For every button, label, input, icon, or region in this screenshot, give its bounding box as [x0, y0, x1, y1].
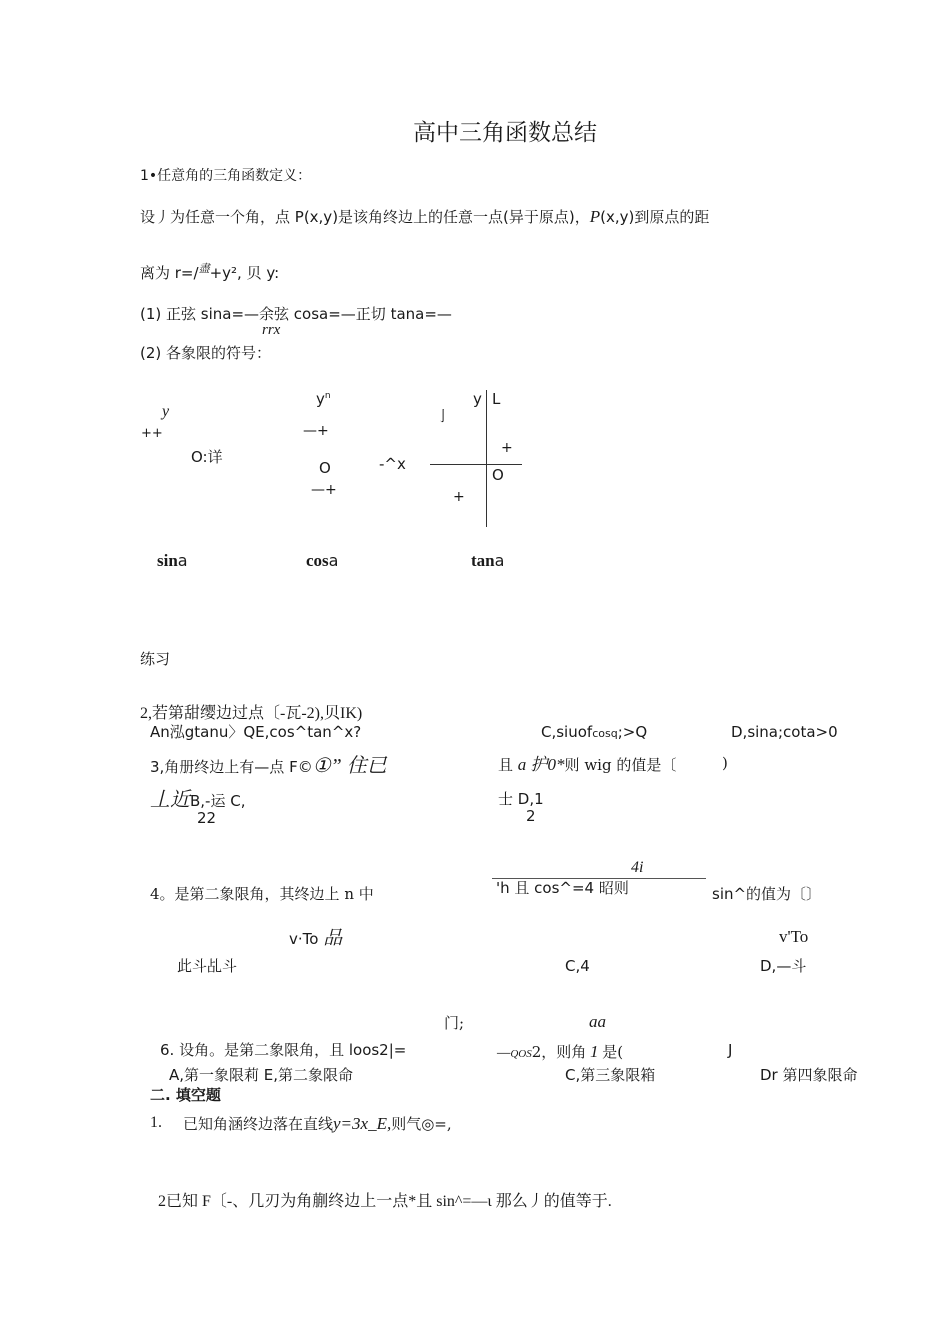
q4-v1-italic: 品 [323, 928, 343, 949]
fill-blank-heading: 二. 填空题 [150, 1086, 221, 1104]
tan-label-bold: tan [471, 551, 495, 570]
q6-mid-dash: — [497, 1045, 511, 1061]
definition-line-2-text: 离为 r=/ [140, 264, 199, 282]
q3-opt1-text: B,-运 C, [190, 792, 246, 810]
cos-diagram-origin: O [319, 459, 331, 477]
sin-label-alpha: a [177, 551, 188, 570]
sin-diagram-signs: ++ [141, 426, 163, 441]
cos-y-sup: n [324, 391, 331, 401]
q2-c-small: cosq [592, 727, 618, 740]
tan-diagram-y-axis [486, 390, 487, 527]
fill-question-2: 2已知 F〔-、几刃为角蒯终边上一点*且 sin^=—ι 那么丿的值等于. [158, 1193, 612, 1210]
question-2: 2,若第甜缨边过点〔-瓦-2),贝IK) [140, 705, 363, 722]
page-title: 高中三角函数总结 [413, 120, 597, 146]
q6-mid-tail: 是( [602, 1043, 624, 1061]
q6-mid-small: QOS [510, 1048, 532, 1060]
question-6-paren: J [728, 1041, 733, 1059]
question-4-value-2: v'To [779, 927, 809, 946]
question-4-value-1 [289, 929, 342, 948]
question-4: 4。是第二象限角，其终边上 n 中 [150, 885, 374, 903]
question-3-options-ab [150, 790, 245, 810]
q2-c-text: C,siuof [541, 723, 593, 741]
question-3-paren: ) [722, 754, 728, 772]
point-p-symbol: P [589, 207, 601, 226]
definition-line-2 [140, 264, 279, 281]
question-4-tail: sin^的值为〔〕 [712, 885, 822, 903]
quadrant-signs-heading: (2) 各象限的符号： [140, 344, 272, 362]
fill-q1-tail: 则气◎=, [391, 1115, 452, 1133]
fill-question-1-number: 1. [150, 1114, 162, 1131]
trig-definitions-denominators: rrx [262, 322, 281, 338]
cos-diagram-x-axis-label [379, 457, 406, 472]
question-4-option-d: D,—斗 [760, 957, 807, 975]
q3-mid-tail: 则 wig 的值是〔 [564, 756, 677, 774]
question-6: 6. 设角。是第二象限角，且 loos2|= [160, 1041, 407, 1059]
question-6-above-2: aa [589, 1012, 606, 1031]
practice-heading: 练习 [140, 650, 171, 668]
sin-diagram-origin: O:详 [191, 448, 223, 466]
question-6-option-d: Dr 第四象限命 [760, 1066, 858, 1084]
question-4-option-c: C,4 [565, 957, 590, 975]
tan-diagram-y: y [473, 390, 482, 408]
tan-diagram-plus-q1: + [501, 440, 513, 456]
q3-text: 3,角册终边上有—点 F© [150, 758, 313, 776]
sin-diagram-label [157, 552, 188, 570]
definition-line-1 [140, 208, 709, 225]
tan-diagram-plus-q3: + [453, 489, 465, 505]
fill-question-1 [183, 1115, 452, 1133]
tan-diagram-x-axis [430, 464, 522, 465]
trig-definitions: (1) 正弦 sina=—余弦 cosa=—正切 tana=— [140, 305, 452, 323]
question-6-option-ab: A,第一象限莉 E,第二象限命 [169, 1066, 354, 1084]
definition-line-1-text: 设丿为任意一个角，点 P(x,y)是该角终边上的任意一点(异于原点)， [140, 208, 590, 226]
cos-x-text: -^x [379, 455, 406, 473]
fill-q1-text: 已知角涵终边落在直线 [183, 1115, 334, 1133]
cos-y-text: y [316, 390, 325, 408]
fill-q1-italic: y=3x_E, [333, 1114, 392, 1133]
section-heading-definition: 1•任意角的三角函数定义： [140, 168, 312, 184]
cos-label-alpha: a [328, 551, 339, 570]
question-3-options-ab-sub: 22 [197, 809, 217, 827]
question-3-options-cd: 士 D,1 [498, 790, 544, 808]
q6-mid-text: 2，则角 [531, 1043, 587, 1061]
definition-line-1-tail: (x,y)到原点的距 [600, 208, 710, 226]
tan-diagram-origin: O [492, 466, 504, 484]
tan-diagram-corner: 亅 [436, 409, 450, 425]
sin-diagram-y: y [162, 403, 170, 420]
q4-v1-text: v·To [289, 930, 319, 948]
question-4-numerator: 4i [631, 859, 644, 876]
question-4-middle: 'h 且 cos^=4 昭则 [496, 879, 629, 897]
q3-mid-a: 且 [498, 756, 514, 774]
q3-opt1-italic: 丄近 [150, 789, 190, 811]
tan-diagram-l: L [492, 390, 501, 408]
question-3-options-cd-sub: 2 [526, 807, 536, 825]
question-2-option-ab: An泓gtanu〉QE,cos^tan^x? [150, 723, 362, 741]
question-2-option-d: D,sina;cota>0 [731, 723, 838, 741]
definition-line-2-sup: 盡 [198, 263, 210, 275]
sin-label-bold: sin [157, 551, 178, 570]
cos-label-bold: cos [306, 551, 329, 570]
tan-label-alpha: a [494, 551, 505, 570]
question-6-middle [497, 1043, 623, 1061]
cos-diagram-y [316, 392, 331, 407]
q6-mid-italic: 1 [590, 1042, 599, 1061]
question-6-option-c: C,第三象限箱 [565, 1066, 656, 1084]
cos-diagram-top-signs: —+ [303, 423, 329, 439]
cos-diagram-label [306, 552, 338, 570]
question-3 [150, 756, 387, 776]
q3-italic: ①” 住已 [312, 755, 387, 777]
tan-diagram-label [471, 552, 504, 570]
definition-line-2-tail: +y², 贝 y: [209, 264, 280, 282]
cos-diagram-bottom-signs: —+ [311, 482, 337, 498]
question-3-middle [498, 756, 676, 773]
q3-mid-italic: a 护0* [517, 755, 565, 774]
question-4-option-ab: 此斗乩斗 [177, 957, 238, 975]
question-2-option-c [541, 725, 647, 740]
q2-c-tail: ;>Q [617, 723, 648, 741]
question-6-above-1: 门; [444, 1014, 465, 1032]
